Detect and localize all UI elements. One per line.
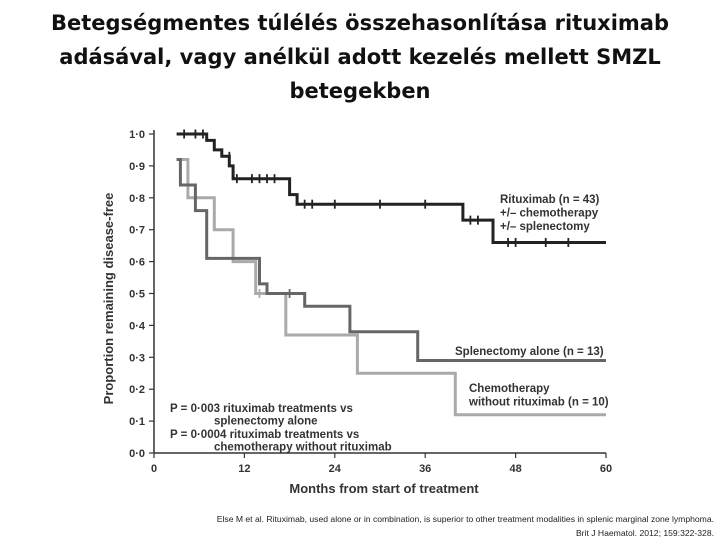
x-tick-label: 24 [328, 463, 341, 475]
p-value-annotation: splenectomy alone [214, 415, 318, 428]
series-label: +/– splenectomy [500, 221, 590, 233]
series-label: Rituximab (n = 43) [500, 194, 600, 206]
y-axis-title: Proportion remaining disease-free [101, 192, 116, 405]
y-tick-label: 0·7 [129, 224, 145, 237]
slide-title-line: Betegségmentes túlélés összehasonlítása rituximab [50, 11, 670, 35]
y-tick-label: 0·1 [129, 416, 145, 429]
citation [74, 512, 714, 540]
p-value-annotation: chemotherapy without rituximab [214, 441, 392, 454]
x-tick-label: 60 [599, 463, 613, 475]
x-tick-label: 36 [419, 463, 432, 475]
x-tick-label: 48 [509, 463, 522, 475]
y-tick-label: 0·3 [129, 352, 145, 365]
y-tick-label: 0·8 [129, 192, 145, 205]
y-tick-label: 1·0 [129, 129, 145, 141]
y-tick-label: 0·5 [129, 288, 145, 301]
p-value-annotation: P = 0·0004 rituximab treatments vs [170, 429, 360, 441]
slide-title-line: betegekben [289, 79, 431, 103]
series-label: without rituximab (n = 10) [469, 396, 609, 409]
series-label: Splenectomy alone (n = 13) [455, 346, 604, 358]
y-tick-label: 0·2 [129, 384, 145, 397]
citation-line: Brit J Haematol. 2012; 159:322-328. [575, 528, 714, 538]
y-tick-label: 0·4 [129, 320, 145, 333]
y-tick-label: 0·9 [129, 160, 145, 173]
series-label: +/– chemotherapy [500, 207, 599, 220]
citation-line: Else M et al. Rituximab, used alone or in combination, is superior to other treatment modalities in splenic marginal zone lymphoma. [216, 514, 714, 524]
series-label: Chemotherapy [469, 383, 550, 395]
x-axis-title: Months from start of treatment [289, 481, 479, 496]
x-tick-label: 12 [238, 463, 251, 475]
p-value-annotation: P = 0·003 rituximab treatments vs [170, 403, 353, 415]
series-line [177, 160, 606, 361]
slide-title-line: adásával, vagy anélkül adott kezelés mellett SMZL [59, 45, 661, 69]
x-tick-label: 0 [150, 463, 158, 475]
y-tick-label: 0·6 [129, 256, 145, 269]
y-tick-label: 0·0 [129, 448, 145, 460]
